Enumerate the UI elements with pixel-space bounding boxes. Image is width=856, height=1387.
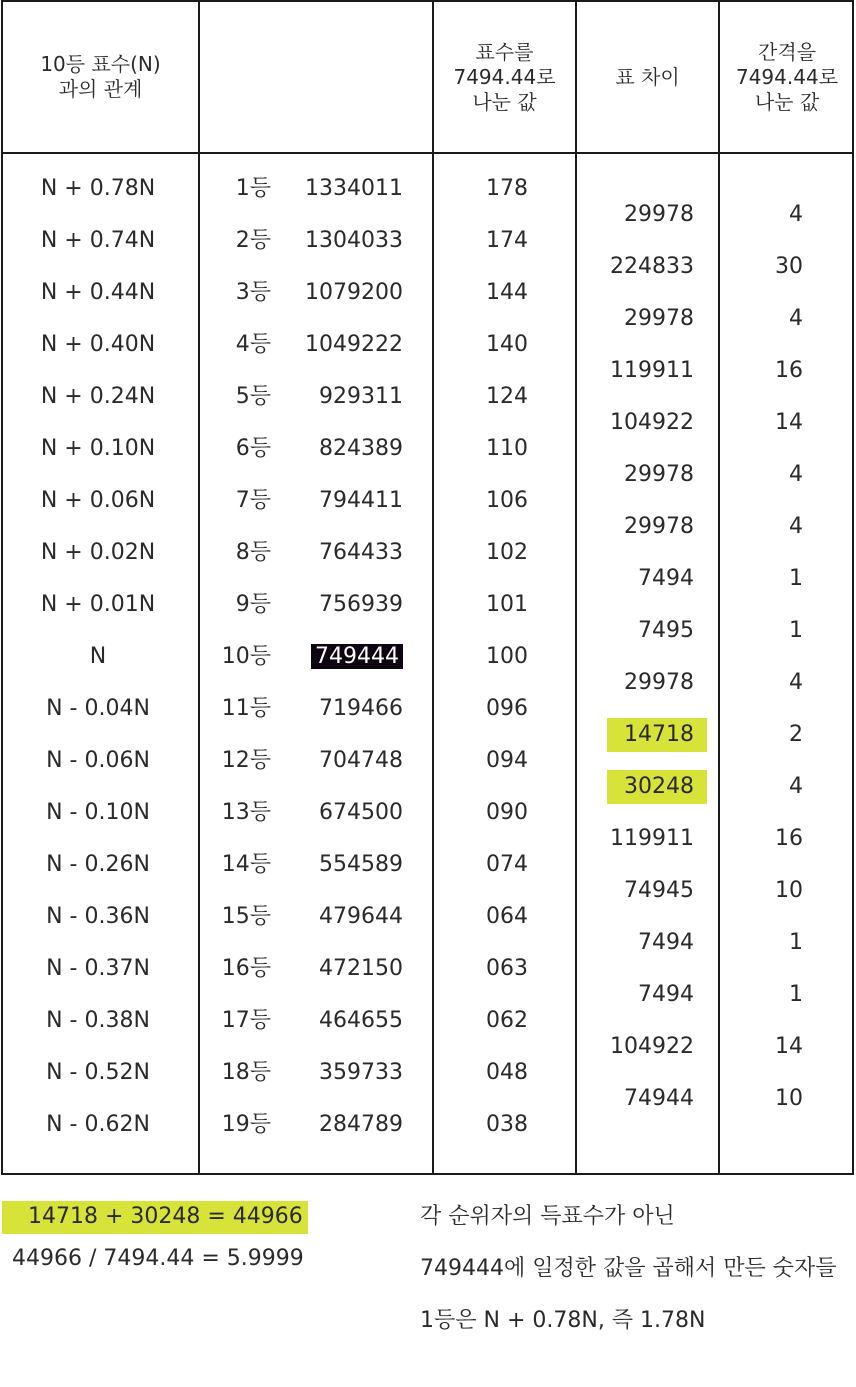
rank-cell: 11등 — [221, 696, 271, 721]
divided-value-cell: 096 — [486, 696, 528, 721]
rank-relation-cell: N + 0.06N — [40, 488, 156, 513]
header-gap-line: 간격을 — [758, 39, 816, 64]
rank-cell: 13등 — [221, 800, 271, 825]
header-relation — [3, 2, 198, 152]
rank-cell: 8등 — [235, 540, 271, 565]
score-cell: 929311 — [319, 384, 403, 409]
rank-relation-cell: N - 0.62N — [46, 1112, 150, 1137]
header-rank-score — [200, 2, 432, 152]
rank-cell: 5등 — [235, 384, 271, 409]
diff-cell: 7494 — [638, 566, 694, 591]
rank-relation-cell: N - 0.38N — [46, 1008, 150, 1033]
score-cell: 554589 — [319, 852, 403, 877]
rank-cell: 10등 — [221, 644, 271, 669]
rank-cell: 2등 — [235, 228, 271, 253]
gap-cell: 30 — [775, 254, 803, 279]
divided-value-cell: 106 — [486, 488, 528, 513]
gap-cell: 16 — [775, 358, 803, 383]
gap-cell: 1 — [789, 930, 803, 955]
diff-cell: 29978 — [624, 306, 694, 331]
score-cell: 359733 — [319, 1060, 403, 1085]
gap-cell: 4 — [789, 514, 803, 539]
diff-cell: 224833 — [610, 254, 694, 279]
diff-cell: 29978 — [624, 462, 694, 487]
diff-cell: 30248 — [624, 774, 694, 799]
rank-relation-cell: N + 0.24N — [40, 384, 156, 409]
score-cell: 794411 — [319, 488, 403, 513]
rank-cell: 16등 — [221, 956, 271, 981]
score-cell: 464655 — [319, 1008, 403, 1033]
score-cell: 1304033 — [305, 228, 403, 253]
rank-cell: 18등 — [221, 1060, 271, 1085]
gap-cell: 1 — [789, 566, 803, 591]
header-relation-line: 10등 표수(N) — [40, 52, 161, 76]
divided-value-cell: 074 — [486, 852, 528, 877]
rank-relation-cell: N - 0.04N — [46, 696, 150, 721]
gap-cell: 10 — [775, 878, 803, 903]
divided-value-cell: 101 — [486, 592, 528, 617]
divided-value-cell: 062 — [486, 1008, 528, 1033]
score-cell: 1334011 — [305, 176, 403, 201]
gap-cell: 1 — [789, 982, 803, 1007]
score-cell: 479644 — [319, 904, 403, 929]
score-cell: 1079200 — [305, 280, 403, 305]
divided-value-cell: 102 — [486, 540, 528, 565]
divided-value-cell: 094 — [486, 748, 528, 773]
rank-cell: 9등 — [235, 592, 271, 617]
score-cell: 719466 — [319, 696, 403, 721]
divided-value-cell: 038 — [486, 1112, 528, 1137]
divided-value-cell: 178 — [486, 176, 528, 201]
highlighted-score: 749444 — [311, 644, 403, 669]
header-divided-line: 나눈 값 — [472, 89, 537, 114]
rank-relation-cell: N + 0.44N — [40, 280, 156, 305]
rank-cell: 1등 — [235, 176, 271, 201]
rank-cell: 14등 — [221, 852, 271, 877]
diff-cell: 104922 — [610, 410, 694, 435]
divided-value-cell: 174 — [486, 228, 528, 253]
divided-value-cell: 063 — [486, 956, 528, 981]
gap-cell: 2 — [789, 722, 803, 747]
diff-cell: 7494 — [638, 982, 694, 1007]
gap-cell: 14 — [775, 410, 803, 435]
column-divider — [198, 2, 200, 1173]
header-relation-line: 과의 관계 — [58, 77, 143, 101]
score-cell: 674500 — [319, 800, 403, 825]
header-divided-line: 7494.44로 — [453, 64, 556, 89]
divided-value-cell: 064 — [486, 904, 528, 929]
rank-relation-cell: N - 0.52N — [46, 1060, 150, 1085]
diff-cell: 7494 — [638, 930, 694, 955]
score-cell: 1049222 — [305, 332, 403, 357]
rank-relation-cell: N + 0.10N — [40, 436, 156, 461]
rank-cell: 6등 — [235, 436, 271, 461]
divided-value-cell: 124 — [486, 384, 528, 409]
rank-relation-cell: N + 0.74N — [40, 228, 156, 253]
score-cell: 704748 — [319, 748, 403, 773]
header-gap — [720, 2, 854, 152]
gap-cell: 4 — [789, 202, 803, 227]
rank-cell: 3등 — [235, 280, 271, 305]
gap-cell: 14 — [775, 1034, 803, 1059]
divided-value-cell: 100 — [486, 644, 528, 669]
rank-cell: 12등 — [221, 748, 271, 773]
diff-cell: 29978 — [624, 202, 694, 227]
divided-value-cell: 110 — [486, 436, 528, 461]
header-gap-line: 나눈 값 — [754, 89, 820, 114]
rank-cell: 17등 — [221, 1008, 271, 1033]
diff-cell: 7495 — [638, 618, 694, 643]
vote-table — [1, 0, 854, 1175]
gap-cell: 4 — [789, 306, 803, 331]
score-cell: 472150 — [319, 956, 403, 981]
rank-relation-cell: N - 0.10N — [46, 800, 150, 825]
header-diff-line: 표 차이 — [615, 64, 680, 89]
gap-cell: 4 — [789, 774, 803, 799]
gap-cell: 4 — [789, 670, 803, 695]
divided-value-cell: 144 — [486, 280, 528, 305]
header-divider — [3, 152, 852, 154]
explanation-line-3: 1등은 N + 0.78N, 즉 1.78N — [420, 1308, 706, 1333]
sum-note: 14718 + 30248 = 44966 — [28, 1204, 303, 1229]
rank-relation-cell: N + 0.40N — [40, 332, 156, 357]
rank-cell: 19등 — [221, 1112, 271, 1137]
diff-cell: 29978 — [624, 670, 694, 695]
header-divided-line: 표수를 — [475, 39, 534, 64]
rank-cell: 7등 — [235, 488, 271, 513]
score-cell: 764433 — [319, 540, 403, 565]
column-divider — [718, 2, 720, 1173]
column-divider — [432, 2, 434, 1173]
header-divided — [434, 2, 575, 152]
divided-value-cell: 048 — [486, 1060, 528, 1085]
diff-cell: 74945 — [624, 878, 694, 903]
rank-relation-cell: N — [89, 644, 107, 669]
explanation-line-2: 749444에 일정한 값을 곱해서 만든 숫자들 — [420, 1256, 837, 1281]
header-gap-line: 7494.44로 — [735, 64, 839, 89]
diff-cell: 119911 — [610, 826, 694, 851]
gap-cell: 10 — [775, 1086, 803, 1111]
ratio-note: 44966 / 7494.44 = 5.9999 — [12, 1246, 304, 1271]
rank-relation-cell: N - 0.37N — [46, 956, 150, 981]
rank-relation-cell: N - 0.26N — [46, 852, 150, 877]
diff-cell: 119911 — [610, 358, 694, 383]
gap-cell: 4 — [789, 462, 803, 487]
rank-relation-cell: N - 0.06N — [46, 748, 150, 773]
divided-value-cell: 140 — [486, 332, 528, 357]
score-cell: 284789 — [319, 1112, 403, 1137]
score-cell — [288, 642, 403, 672]
explanation-line-1: 각 순위자의 득표수가 아닌 — [420, 1204, 675, 1229]
gap-cell: 16 — [775, 826, 803, 851]
rank-relation-cell: N - 0.36N — [46, 904, 150, 929]
diff-cell: 14718 — [624, 722, 694, 747]
rank-relation-cell: N + 0.02N — [40, 540, 156, 565]
header-diff — [577, 2, 718, 152]
gap-cell: 1 — [789, 618, 803, 643]
rank-cell: 15등 — [221, 904, 271, 929]
score-cell: 756939 — [319, 592, 403, 617]
diff-cell: 74944 — [624, 1086, 694, 1111]
rank-relation-cell: N + 0.78N — [40, 176, 156, 201]
divided-value-cell: 090 — [486, 800, 528, 825]
diff-cell: 104922 — [610, 1034, 694, 1059]
score-cell: 824389 — [319, 436, 403, 461]
diff-cell: 29978 — [624, 514, 694, 539]
rank-cell: 4등 — [235, 332, 271, 357]
rank-relation-cell: N + 0.01N — [40, 592, 156, 617]
